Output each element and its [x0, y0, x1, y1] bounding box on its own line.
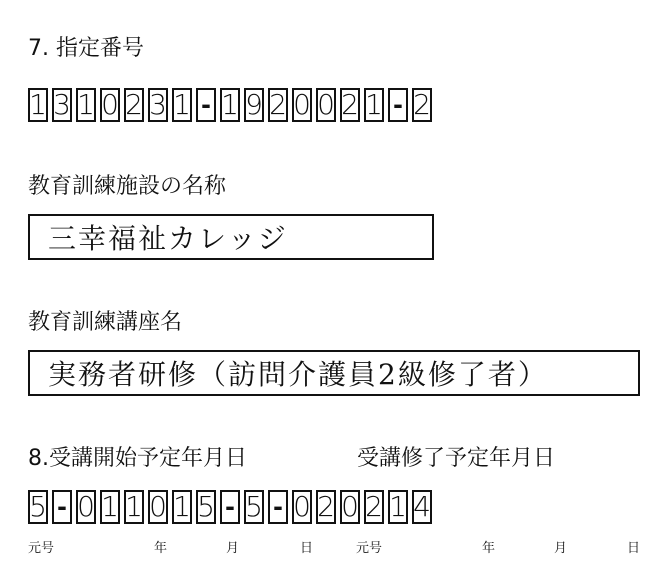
era-sublabel: 元号	[28, 541, 55, 556]
digit-box[interactable]: 0	[293, 88, 311, 121]
month-sublabel: 月	[226, 541, 240, 556]
year-box[interactable]: 0	[77, 490, 95, 523]
year-sublabel: 年	[482, 541, 496, 556]
end-date-label: 受講修了予定年月日	[357, 446, 556, 471]
digit-box[interactable]: 3	[53, 88, 71, 121]
era-sublabel: 元号	[356, 541, 383, 556]
year-box[interactable]: 1	[101, 490, 119, 523]
day-box[interactable]: 5	[197, 490, 215, 523]
month-box[interactable]: 1	[125, 490, 143, 523]
digit-box[interactable]: 3	[149, 88, 167, 121]
day-box[interactable]: 1	[173, 490, 191, 523]
course-label: 教育訓練講座名	[28, 310, 183, 335]
day-sublabel: 日	[300, 541, 314, 556]
digit-box[interactable]: 2	[341, 88, 359, 121]
designation-number-boxes	[28, 88, 432, 122]
institution-field[interactable]	[28, 214, 434, 260]
digit-box[interactable]: 2	[269, 88, 287, 121]
month-box[interactable]: 0	[341, 490, 359, 523]
date-boxes	[28, 490, 432, 524]
day-sublabel: 日	[627, 541, 641, 556]
year-box[interactable]: 2	[317, 490, 335, 523]
digit-box[interactable]: 1	[365, 88, 383, 121]
separator-box: -	[388, 88, 408, 122]
separator-box: -	[220, 490, 240, 524]
year-sublabel: 年	[154, 541, 168, 556]
digit-box[interactable]: 9	[245, 88, 263, 121]
digit-box[interactable]: 0	[101, 88, 119, 121]
digit-box[interactable]: 2	[413, 88, 431, 121]
section7-title: 7. 指定番号	[28, 36, 144, 61]
institution-value: 三幸福祉カレッジ	[48, 222, 288, 255]
digit-box[interactable]: 1	[77, 88, 95, 121]
digit-box[interactable]: 1	[29, 88, 47, 121]
day-box[interactable]: 1	[389, 490, 407, 523]
era-box[interactable]: 5	[245, 490, 263, 523]
month-sublabel: 月	[554, 541, 568, 556]
year-box[interactable]: 0	[293, 490, 311, 523]
month-box[interactable]: 2	[365, 490, 383, 523]
digit-box[interactable]: 1	[221, 88, 239, 121]
month-box[interactable]: 0	[149, 490, 167, 523]
course-value: 実務者研修（訪問介護員2級修了者）	[48, 358, 548, 391]
digit-box[interactable]: 1	[173, 88, 191, 121]
course-field[interactable]	[28, 350, 640, 396]
era-box[interactable]: 5	[29, 490, 47, 523]
separator-box: -	[52, 490, 72, 524]
digit-box[interactable]: 2	[125, 88, 143, 121]
separator-box: -	[196, 88, 216, 122]
separator-box: -	[268, 490, 288, 524]
day-box[interactable]: 4	[413, 490, 431, 523]
digit-box[interactable]: 0	[317, 88, 335, 121]
institution-label: 教育訓練施設の名称	[28, 174, 227, 199]
start-date-label: 8.受講開始予定年月日	[28, 446, 247, 471]
